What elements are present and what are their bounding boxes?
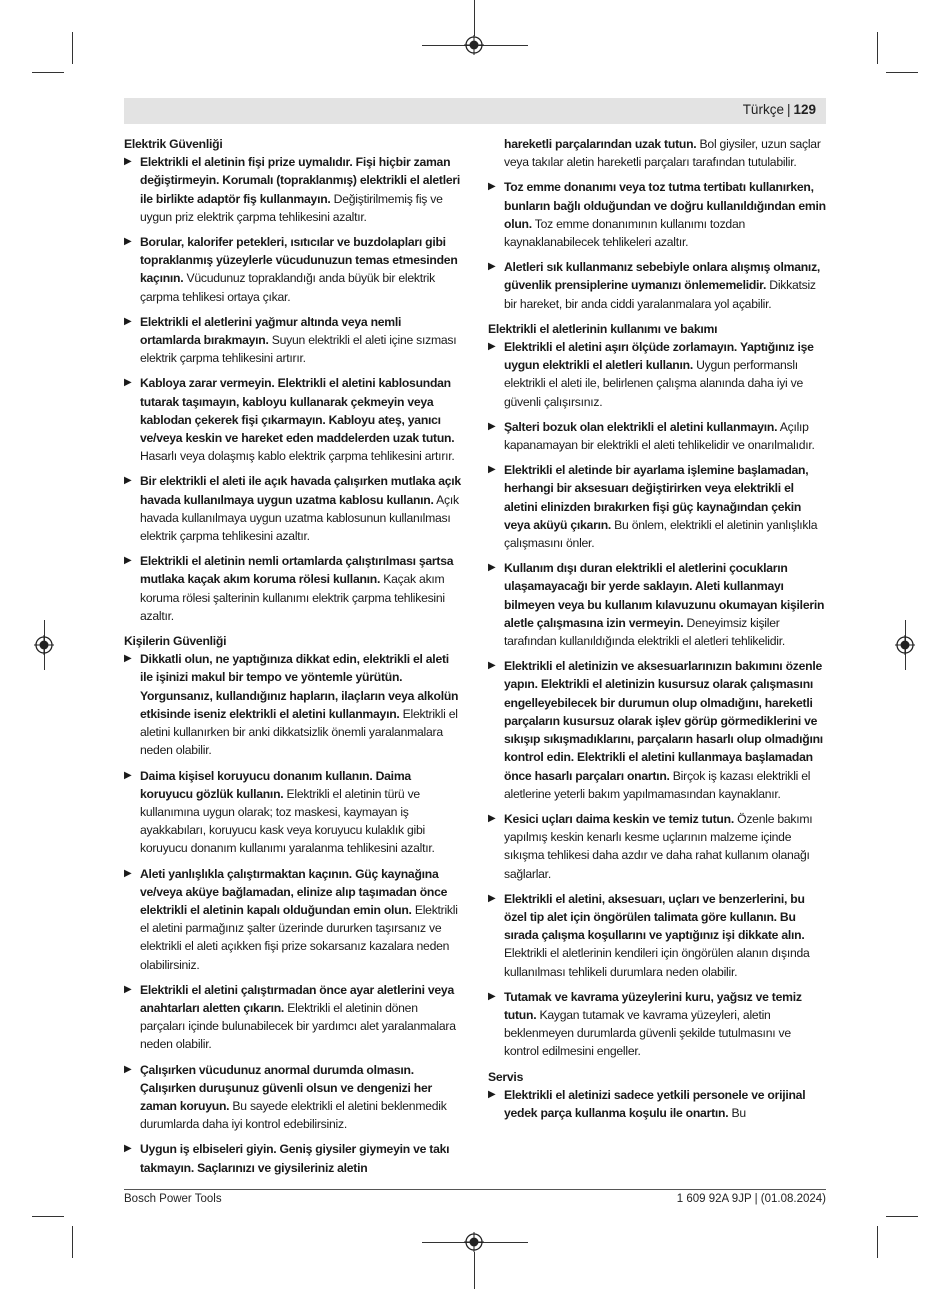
crop-mark-bottom-left-h [32,1216,64,1217]
item-bold-text: Dikkatli olun, ne yaptığınıza dikkat edin, elektrikli el aleti ile işinizi makul bir tempo ve yöntemle yürütün. Yorgunsanız, kullandığınız hapların, ilaçların veya alkolün etkisinde iseniz elektrikli el aletini kullanmayın. [140,652,459,721]
header-language: Türkçe [742,102,784,117]
crop-mark-bottom-right-h [886,1216,918,1217]
item-body-text: Kaygan tutamak ve kavrama yüzeyleri, aletin beklenmeyen durumlarda güvenli şekilde tutulmasını ve kontrol edilmesini engeller. [504,1007,791,1059]
personal-safety-list [124,650,462,1176]
bullet-arrow-icon: ▶ [124,315,132,327]
item-bold-text: Kullanım dışı duran elektrikli el aletlerini çocukların ulaşamayacağı bir yerde saklayın. Aleti kullanmayı bilmeyen veya bu kullanım kılavuzunu okumayan kişilerin aletle çalışmasına izin vermeyin. [504,561,825,630]
item-body-text: Elektrikli el aletini kullanırken bir anki dikkatsizlik önemli yaralanmalara neden olabilir. [140,706,458,758]
bullet-arrow-icon: ▶ [124,653,132,665]
item-body-text: Elektrikli el aletini parmağınız şalter üzerinde dururken taşırsanız ve elektrikli el aleti açıkken fişi prize sokarsanız kazalara neden olabilirsiniz. [140,902,458,972]
bullet-arrow-icon: ▶ [488,464,496,476]
bullet-arrow-icon: ▶ [124,983,132,995]
item-bold-text: Uygun iş elbiseleri giyin. Geniş giysiler giymeyin ve takı takmayın. Saçlarınızı ve giysileriniz aletin [140,1142,450,1175]
list-item [488,338,826,411]
continued-paragraph [488,135,826,171]
section-title-service: Servis [488,1069,524,1084]
item-body-text: Bu [728,1105,746,1120]
list-item [488,178,826,251]
item-body-text: Vücudunuz topraklandığı anda büyük bir elektrik çarpma tehlikesi ortaya çıkar. [140,271,435,304]
footer-publisher: Bosch Power Tools [124,1193,222,1205]
bullet-arrow-icon: ▶ [124,867,132,879]
bullet-arrow-icon: ▶ [488,990,496,1002]
list-item [124,472,462,545]
registration-mark-icon [464,35,484,55]
item-bold-text: Elektrikli el aletinde bir ayarlama işlemine başlamadan, herhangi bir aksesuarı değiştirirken veya elektrikli el aletini elinizden bırakırken fişi güç kaynağından çekin veya aküyü çıkarın. [504,463,809,532]
item-body-text: Açılıp kapanamayan bir elektrikli el aleti tehlikelidir ve onarılmalıdır. [504,419,815,453]
item-bold-text: Şalteri bozuk olan elektrikli el aletini kullanmayın. [504,419,778,434]
bullet-arrow-icon: ▶ [488,181,496,193]
item-body-text: Deneyimsiz kişiler tarafından kullanıldığında elektrikli el aletleri tehlikelidir. [504,615,785,649]
item-bold-text: Kesici uçları daima keskin ve temiz tutun. [504,811,734,826]
crop-mark-top-right-h [886,72,918,73]
list-item [488,418,826,454]
list-item [488,559,826,650]
item-body-text: Elektrikli el aletinin dönen parçaları içinde bulunabilecek bir yardımcı alet yaralanmalara neden olabilir. [140,1000,456,1052]
item-body-text: Hasarlı veya dolaşmış kablo elektrik çarpma tehlikesini artırır. [140,449,455,464]
list-item [488,1086,826,1122]
item-bold-text: Elektrikli el aletinizi sadece yetkili personele ve orijinal yedek parça kullanma koşulu ile onartın. [504,1087,806,1120]
item-bold-text: Elektrikli el aletinin nemli ortamlarda çalıştırılması şartsa mutlaka kaçak akım koruma rölesi kullanın. [140,554,454,587]
continued-text: Bol giysiler, uzun saçlar veya takılar aletin hareketli parçaları tarafından tutulabilir. [504,137,821,170]
item-bold-text: Aletleri sık kullanmanız sebebiyle onlara alışmış olmanız, güvenlik prensiplerine uymanızı önlememelidir. [504,260,821,293]
item-bold-text: Aleti yanlışlıkla çalıştırmaktan kaçının. Güç kaynağına ve/veya aküye bağlamadan, elinize alıp taşımadan önce elektrikli el aletinin kapalı olduğundan emin olun. [140,866,448,917]
crop-mark-bottom-left [72,1226,73,1258]
registration-mark-icon [895,635,915,655]
section-title-electrical-safety: Elektrik Güvenliği [124,137,223,151]
crop-mark-top-left [72,32,73,64]
bullet-arrow-icon: ▶ [488,341,496,353]
bullet-arrow-icon: ▶ [488,892,496,904]
list-item [124,1140,462,1176]
crop-mark-top-right [877,32,878,64]
section-title-tool-use-and-care: Elektrikli el aletlerinin kullanımı ve bakımı [488,321,718,336]
header-text [743,102,816,117]
item-body-text: Dikkatsiz bir hareket, bir anda ciddi yaralanmalara yol açabilir. [504,278,816,311]
item-bold-text: Daima kişisel koruyucu donanım kullanın. Daima koruyucu gözlük kullanın. [140,768,411,801]
bullet-arrow-icon: ▶ [488,660,496,672]
item-body-text: Açık havada kullanılmaya uygun uzatma kablosunun kullanılması elektrik çarpma tehlikesini azaltır. [140,492,459,544]
list-item [488,461,826,552]
page-number: 129 [793,102,816,117]
item-bold-text: Tutamak ve kavrama yüzeylerini kuru, yağsız ve temiz tutun. [504,989,802,1022]
tool-use-list [488,338,826,1061]
item-body-text: Uygun performanslı elektrikli el aleti ile, belirlenen çalışma alanında daha iyi ve güvenli çalışırsınız. [504,358,804,409]
list-item [488,258,826,313]
crop-mark-bottom-right [877,1226,878,1258]
list-item [124,981,462,1054]
crop-mark-bottom-center-v [474,1252,475,1289]
header-separator: | [786,102,791,117]
personal-safety-list-continued [488,178,826,312]
item-bold-text: Elektrikli el aletini çalıştırmadan önce ayar aletlerini veya anahtarları aletten çıkarın. [140,982,454,1015]
list-item [124,767,462,858]
list-item [488,988,826,1061]
item-bold-text: Çalışırken vücudunuz anormal durumda olmasın. Çalışırken duruşunuz güvenli olsun ve dengenizi her zaman koruyun. [140,1062,432,1113]
page-header [124,98,826,124]
bullet-arrow-icon: ▶ [488,562,496,574]
bullet-arrow-icon: ▶ [124,156,132,168]
item-bold-text: Kabloya zarar vermeyin. Elektrikli el aletini kablosundan tutarak taşımayın, kabloyu kullanarak çekmeyin veya kablodan çekerek fişi çıkarmayın. Kabloyu ateş, yanıcı ve/veya keskin ve hareket eden maddelerden uzak tutun. [140,376,455,446]
bullet-arrow-icon: ▶ [488,261,496,273]
list-item [124,865,462,974]
item-body-text: Kaçak akım koruma rölesi şalterinin kullanımı elektrik çarpma tehlikesini azaltır. [140,572,445,623]
item-bold-text: Elektrikli el aletinizin ve aksesuarlarınızın bakımını özenle yapın. Elektrikli el aletinizin kusursuz olarak çalışmasını engelleyebilecek bir durumun olup olmadığını, hareketli parçaların kusursuz olarak işlev görüp görmediklerini ve sıkışıp sıkışmadıklarını, parçaların hasarlı olup olmadığını kontrol edin. Elektrikli el aletini kullanmaya başlamadan önce hasarlı parçaları onartın. [504,659,823,783]
item-bold-text: Toz emme donanımı veya toz tutma tertibatı kullanırken, bunların bağlı olduğundan ve doğru kullanıldığından emin olun. [504,180,826,231]
left-column [124,135,462,1184]
bullet-arrow-icon: ▶ [124,769,132,781]
list-item [488,657,826,803]
item-bold-text: Elektrikli el aletlerini yağmur altında veya nemli ortamlarda bırakmayın. [140,314,402,348]
list-item [488,890,826,981]
crop-mark-top-center-v [474,0,475,36]
section-title-personal-safety: Kişilerin Güvenliği [124,634,227,649]
list-item [124,233,462,306]
list-item [124,650,462,759]
bullet-arrow-icon: ▶ [124,555,132,567]
item-bold-text: Bir elektrikli el aleti ile açık havada çalışırken mutlaka açık havada kullanılmaya uygun uzatma kablosu kullanın. [140,474,461,507]
registration-mark-icon [464,1232,484,1252]
item-bold-text: Elektrikli el aletini, aksesuarı, uçları ve benzerlerini, bu özel tip alet için öngörülen talimata göre kullanın. Bu sırada çalışma koşullarını ve yaptığınız işi dikkate alın. [504,891,805,943]
bullet-arrow-icon: ▶ [124,236,132,248]
electrical-safety-list [124,153,462,625]
continued-bold: hareketli parçalarından uzak tutun. [504,137,697,151]
bullet-arrow-icon: ▶ [124,377,132,389]
right-column [488,135,826,1129]
registration-mark-icon [34,635,54,655]
list-item [124,374,462,465]
item-bold-text: Borular, kalorifer petekleri, ısıtıcılar ve buzdolapları gibi topraklanmış yüzeylerle vücudunuzun temas etmesinden kaçının. [140,235,458,286]
item-body-text: Değiştirilmemiş fiş ve uygun priz elektrik çarpma tehlikesini azaltır. [140,191,443,224]
list-item [124,1061,462,1134]
bullet-arrow-icon: ▶ [124,475,132,487]
bullet-arrow-icon: ▶ [124,1143,132,1155]
list-item [124,313,462,368]
item-body-text: Toz emme donanımının kullanımı tozdan kaynaklanabilecek tehlikeleri azaltır. [504,216,746,250]
item-body-text: Birçok iş kazası elektrikli el aletlerine yeterli bakım yapılmamasından kaynaklanır. [504,768,811,801]
item-body-text: Elektrikli el aletlerinin kendileri için öngörülen alanın dışında kullanılması tehlikeli durumlara neden olabilir. [504,946,810,979]
item-body-text: Bu sayede elektrikli el aletini beklenmedik durumlarda daha iyi kontrol edebilirsiniz. [140,1098,447,1132]
item-body-text: Elektrikli el aletinin türü ve kullanımına uygun olarak; toz maskesi, kaymayan iş ayakkabıları, koruyucu kask veya koruyucu kulaklık gibi koruyucu donanım kullanımı yaralanma tehlikesini azaltır. [140,786,435,856]
service-list [488,1086,826,1122]
list-item [124,153,462,226]
bullet-arrow-icon: ▶ [488,812,496,824]
list-item [124,552,462,625]
footer-document-id: 1 609 92A 9JP | (01.08.2024) [676,1193,826,1205]
bullet-arrow-icon: ▶ [488,420,496,432]
item-body-text: Özenle bakımı yapılmış keskin kenarlı kesme uçlarının malzeme içinde sıkışma tehlikesi daha azdır ve daha rahat kullanım olanağı sağlarlar. [504,811,813,881]
item-bold-text: Elektrikli el aletini aşırı ölçüde zorlamayın. Yaptığınız işe uygun elektrikli el aletleri kullanın. [504,340,814,373]
crop-mark-top-left-h [32,72,64,73]
list-item [488,810,826,883]
item-body-text: Suyun elektrikli el aleti içine sızması elektrik çarpma tehlikesini artırır. [140,333,457,366]
item-bold-text: Elektrikli el aletinin fişi prize uymalıdır. Fişi hiçbir zaman değiştirmeyin. Korumalı (topraklanmış) elektrikli el aletleri ile birlikte adaptör fiş kullanmayın. [140,155,461,206]
item-body-text: Bu önlem, elektrikli el aletinin yanlışlıkla çalışmasını önler. [504,517,818,551]
bullet-arrow-icon: ▶ [488,1088,496,1100]
bullet-arrow-icon: ▶ [124,1063,132,1075]
footer-rule [124,1189,826,1190]
